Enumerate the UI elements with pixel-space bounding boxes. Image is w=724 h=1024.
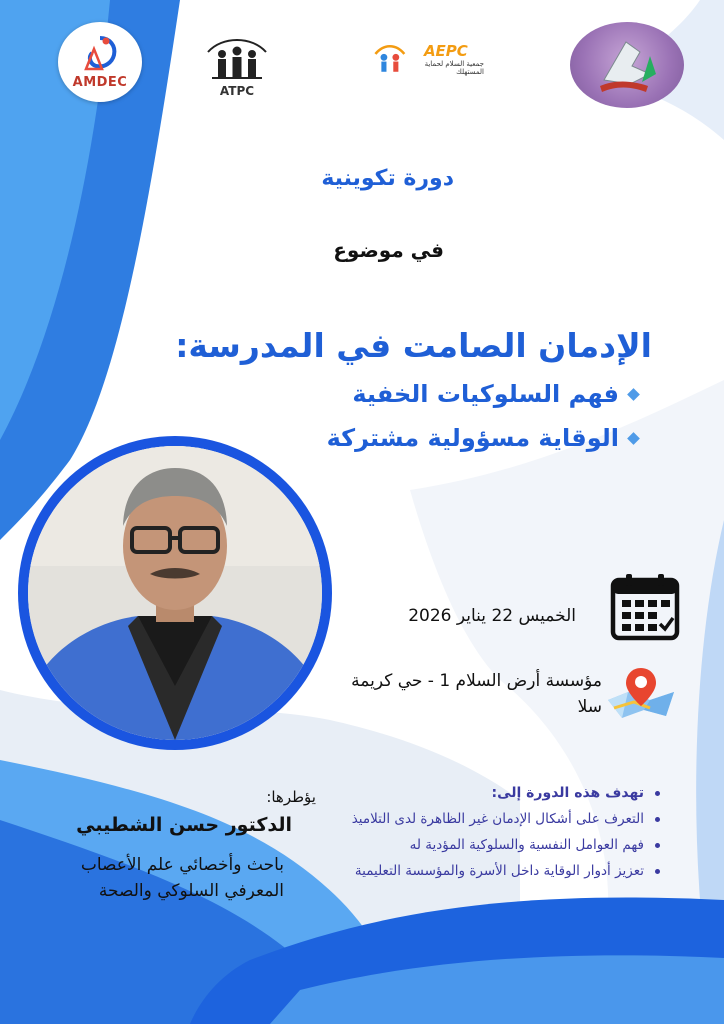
goal-item: فهم العوامل النفسية والسلوكية المؤدية له: [284, 832, 664, 858]
atpc-logo-text: ATPC: [219, 84, 255, 98]
supervisor-label: يؤطرها:: [266, 788, 316, 806]
aepc-logo-subtitle: جمعية السلام لحماية المستهلك: [424, 60, 484, 76]
aepc-logo: [372, 34, 484, 84]
topic-label: في موضوع: [333, 238, 444, 262]
title-bullet: [327, 424, 638, 452]
amdec-logo-text: AMDEC: [72, 74, 128, 90]
course-goals: [284, 780, 664, 884]
aepc-figures-icon: [372, 39, 408, 79]
location-line: سلا: [577, 697, 602, 717]
amdec-logo: [58, 22, 142, 102]
goals-heading: تهدف هذه الدورة إلى:: [284, 780, 664, 806]
supervisor-name: الدكتور حسن الشطيبي: [76, 814, 292, 836]
goal-item: التعرف على أشكال الإدمان غير الظاهرة لدى التلاميذ: [284, 806, 664, 832]
course-label: دورة تكوينية: [321, 166, 454, 191]
supervisor-description: [14, 852, 284, 904]
description-line: المعرفي السلوكي والصحة: [98, 881, 284, 901]
main-title: الإدمان الصامت في المدرسة:: [175, 326, 652, 365]
map-pin-icon: [604, 664, 678, 720]
description-line: باحث وأخصائي علم الأعصاب: [80, 855, 284, 875]
aepc-logo-text: AEPC: [423, 42, 468, 60]
event-date: الخميس 22 يناير 2026: [408, 606, 576, 626]
people-group-icon: [202, 32, 272, 84]
location-line: مؤسسة أرض السلام 1 - حي كريمة: [351, 671, 602, 691]
atpc-logo: [196, 28, 278, 102]
assalam-emblem-icon: [570, 22, 684, 108]
calendar-icon: [610, 572, 680, 642]
title-bullet: [352, 380, 638, 408]
amdec-mark-icon: [80, 35, 120, 73]
bullet-text: فهم السلوكيات الخفية: [352, 380, 619, 408]
diamond-bullet-icon: [627, 432, 640, 445]
speaker-portrait-icon: [28, 446, 322, 740]
diamond-bullet-icon: [627, 388, 640, 401]
speaker-photo: [28, 446, 322, 740]
bullet-text: الوقاية مسؤولية مشتركة: [326, 424, 619, 452]
assalam-logo: [570, 22, 684, 108]
goal-item: تعزيز أدوار الوقاية داخل الأسرة والمؤسسة التعليمية: [284, 858, 664, 884]
event-location: [322, 668, 602, 720]
